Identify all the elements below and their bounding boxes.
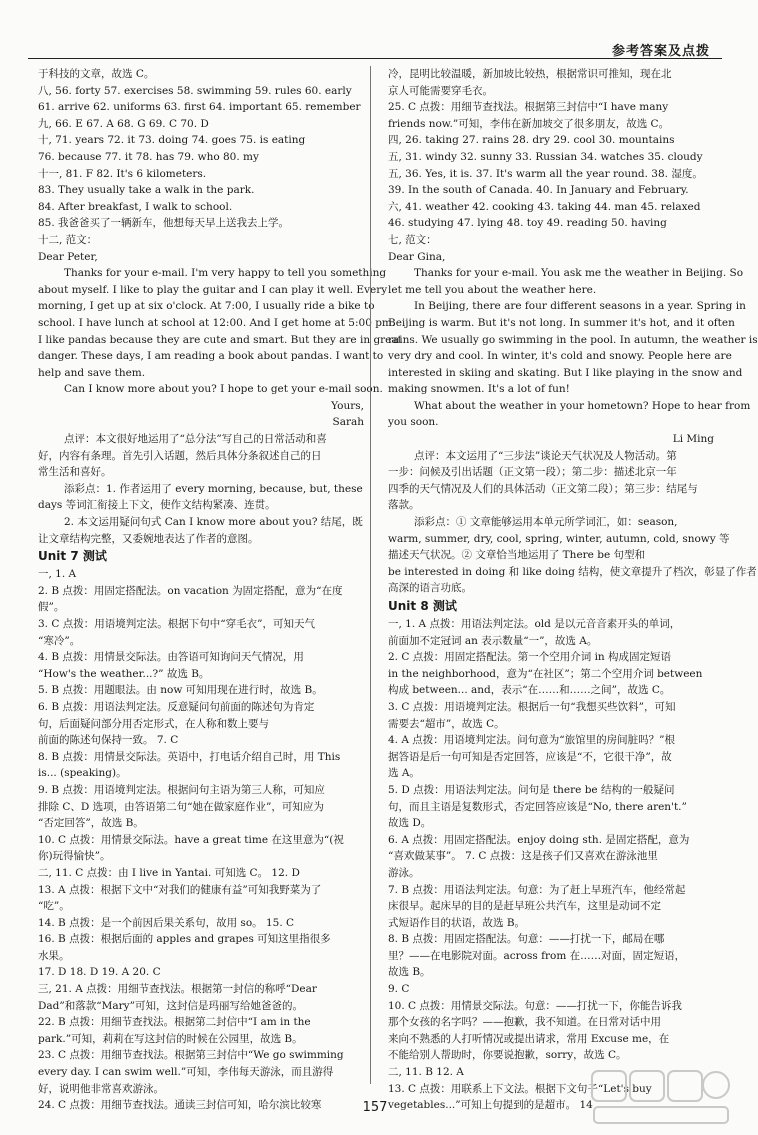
right-text-line: you soon. bbox=[388, 416, 439, 429]
right-text-line: 四季的天气情况及人们的具体活动（正文第二段）；第三步：结尾与 bbox=[388, 482, 698, 495]
right-text-line: 里？——在电影院对面。across from 在……对面，固定短语， bbox=[388, 949, 686, 962]
right-text-line: 39. In the south of Canada. 40. In January and February. bbox=[388, 184, 689, 197]
left-text-line: 三, 21. A 点拨：用细节查找法。根据第一封信的称呼“Dear bbox=[38, 983, 317, 996]
left-text-line: 十一, 81. F 82. It's 6 kilometers. bbox=[38, 167, 207, 180]
right-text-line: 冷，昆明比较温暖，新加坡比较热，根据常识可推知，现在北 bbox=[388, 68, 672, 80]
right-text-line: let me tell you about the weather here. bbox=[388, 283, 597, 296]
left-text-line: I like pandas because they are cute and smart. But they are in great bbox=[38, 333, 402, 346]
right-text-line: 五, 36. Yes, it is. 37. It's warm all the year round. 38. 湿度。 bbox=[388, 167, 703, 180]
left-text-line: 2. 本文运用疑问句式 Can I know more about you? 结尾，既 bbox=[64, 516, 363, 529]
right-text-line: What about the weather in your hometown? Hope to hear from bbox=[414, 399, 751, 412]
left-text-line: 常生活和喜好。 bbox=[38, 466, 112, 479]
right-section-heading: Unit 8 测试 bbox=[388, 599, 457, 613]
right-text-line: 13. C 点拨：用联系上下文法。根据下文句子“Let's buy bbox=[388, 1082, 652, 1095]
right-text-line: 10. C 点拨：用情景交际法。句意：——打扰一下，你能告诉我 bbox=[388, 999, 682, 1012]
left-text-line: 2. B 点拨：用固定搭配法。on vacation 为固定搭配，意为“在度 bbox=[38, 584, 343, 597]
right-text-line: 一步：问候及引出话题（正文第一段）；第二步：描述北京一年 bbox=[388, 466, 677, 479]
column-divider bbox=[370, 66, 371, 1084]
left-text-line: “寒冷”。 bbox=[38, 634, 81, 647]
page-number: 157 bbox=[362, 1100, 388, 1115]
left-text-line: 84. After breakfast, I walk to school. bbox=[38, 200, 233, 213]
right-text-line: Thanks for your e-mail. You ask me the weather in Beijing. So bbox=[414, 267, 744, 280]
left-text-line: 前面的陈述句保持一致。 7. C bbox=[38, 734, 179, 747]
watermark-logo bbox=[588, 1065, 734, 1127]
right-text-line: 式短语作目的状语，故选 B。 bbox=[388, 916, 526, 929]
left-text-line: school. I have lunch at school at 12:00. And I get home at 5:00 pm. bbox=[38, 316, 396, 329]
right-text-line: be interested in doing 和 like doing 结构，使文章提升了档次，彰显了作者 bbox=[388, 565, 757, 578]
right-text-line: 高深的语言功底。 bbox=[388, 582, 472, 595]
header-title: 参考答案及点拨 bbox=[611, 44, 710, 59]
right-text-line: 二, 11. B 12. A bbox=[388, 1066, 464, 1079]
left-text-line: 24. C 点拨：用细节查找法。通读三封信可知，哈尔滨比较寒 bbox=[38, 1099, 322, 1112]
left-text-line: morning, I get up at six o'clock. At 7:00, I usually ride a bike to bbox=[38, 300, 375, 313]
left-text-line: every day. I can swim well.”可知，李伟每天游泳，而且游得 bbox=[38, 1066, 334, 1079]
left-text-line: park.”可知，莉莉在写这封信的时候在公园里，故选 B。 bbox=[38, 1032, 303, 1045]
left-text-line: 83. They usually take a walk in the park. bbox=[38, 184, 255, 197]
left-text-line: 十, 71. years 72. it 73. doing 74. goes 75. is eating bbox=[38, 134, 306, 147]
watermark-logo-icon bbox=[588, 1065, 734, 1127]
right-text-line: friends now.”可知，李伟在新加坡交了很多朋友，故选 C。 bbox=[388, 117, 670, 130]
left-text-line: 8. B 点拨：用情景交际法。英语中，打电话介绍自己时，用 This bbox=[38, 750, 341, 763]
left-text-line: 让文章结构完整，又委婉地表达了作者的意图。 bbox=[38, 532, 259, 545]
right-text-line: 七, 范文： bbox=[388, 233, 437, 246]
right-text-line: 需要去“超市”，故选 C。 bbox=[388, 717, 505, 730]
right-text-line: in the neighborhood，意为“在社区”；第二个空用介词 between bbox=[388, 667, 703, 680]
left-text-line: days 等词汇衔接上下文，使作文结构紧凑、连贯。 bbox=[38, 499, 276, 512]
page-header bbox=[0, 0, 750, 58]
left-text-line: 85. 我爸爸买了一辆新车，他想每天早上送我去上学。 bbox=[38, 217, 290, 230]
left-text-line: help and save them. bbox=[38, 366, 146, 379]
left-text-line: Thanks for your e-mail. I'm very happy to tell you something bbox=[64, 267, 387, 280]
right-text-line: Li Ming bbox=[672, 433, 714, 446]
left-text-line: danger. These days, I am reading a book about pandas. I want to bbox=[38, 350, 384, 363]
left-text-line: 好，说明他非常喜欢游泳。 bbox=[38, 1082, 164, 1095]
right-text-line: 9. C bbox=[388, 983, 410, 996]
right-text-line: 7. B 点拨：用语法判定法。句意：为了赶上早班汽车，他经常起 bbox=[388, 883, 686, 896]
left-text-line: 6. B 点拨：用语法判定法。反意疑问句前面的陈述句为肯定 bbox=[38, 700, 315, 713]
right-text-line: very dry and cool. In winter, it's cold and snowy. People here are bbox=[388, 350, 732, 363]
right-text-line: Beijing is warm. But it's not long. In summer it's hot, and it often bbox=[388, 316, 735, 329]
left-text-line: about myself. I like to play the guitar and I can play it well. Every bbox=[38, 283, 388, 296]
right-text-line: 故选 D。 bbox=[388, 817, 432, 830]
left-text-line: 点评：本文很好地运用了“总分法”写自己的日常活动和喜 bbox=[64, 433, 327, 446]
left-text-line: 16. B 点拨：根据后面的 apples and grapes 可知这里指很多 bbox=[38, 933, 331, 946]
right-text-line: 描述天气状况。② 文章恰当地运用了 There be 句型和 bbox=[388, 549, 645, 562]
left-text-line: 你)玩得愉快”。 bbox=[38, 850, 111, 863]
right-text-line: 3. C 点拨：用语境判定法。根据后一句“我想买些饮料”，可知 bbox=[388, 700, 676, 713]
left-text-line: 八, 56. forty 57. exercises 58. swimming 59. rules 60. early bbox=[38, 84, 352, 97]
right-text-line: 5. D 点拨：用语法判定法。问句是 there be 结构的一般疑问 bbox=[388, 783, 675, 796]
right-text-line: 故选 B。 bbox=[388, 966, 431, 979]
right-text-line: 6. A 点拨：用固定搭配法。enjoy doing sth. 是固定搭配，意为 bbox=[388, 833, 690, 846]
left-text-line: “How's the weather...?” 故选 B。 bbox=[38, 667, 210, 680]
left-text-line: 14. B 点拨：是一个前因后果关系句，故用 so。 15. C bbox=[38, 916, 295, 929]
right-text-line: 京人可能需要穿毛衣。 bbox=[388, 84, 493, 97]
right-text-line: 四, 26. taking 27. rains 28. dry 29. cool 30. mountains bbox=[388, 134, 675, 147]
left-text-line: 10. C 点拨：用情景交际法。have a great time 在这里意为“(祝 bbox=[38, 833, 344, 846]
left-text-line: 13. A 点拨：根据下文中“对我们的健康有益”可知我野菜为了 bbox=[38, 883, 322, 896]
left-text-line: Can I know more about you? I hope to get your e-mail soon. bbox=[64, 383, 383, 396]
left-text-line: 十二, 范文： bbox=[38, 233, 98, 246]
right-text-line: 4. A 点拨：用语境判定法。问句意为“旅馆里的房间脏吗？”根 bbox=[388, 734, 676, 747]
right-text-line: warm, summer, dry, cool, spring, winter, autumn, cold, snowy 等 bbox=[388, 532, 730, 545]
right-text-line: 那个女孩的名字吗？——抱歉，我不知道。在日常对话中用 bbox=[388, 1016, 661, 1029]
right-text-line: 构成 between... and，表示“在……和……之间”，故选 C。 bbox=[388, 684, 671, 697]
right-text-line: 46. studying 47. lying 48. toy 49. reading 50. having bbox=[388, 217, 667, 230]
right-text-line: 8. B 点拨：用固定搭配法。句意：——打扰一下，邮局在哪 bbox=[388, 933, 665, 946]
left-text-line: 二, 11. C 点拨：由 I live in Yantai. 可知选 C。 12. D bbox=[38, 866, 300, 879]
right-text-line: 一, 1. A 点拨：用语法判定法。old 是以元音音素开头的单词， bbox=[388, 618, 681, 630]
right-text-line: “喜欢做某事”。 7. C 点拨：这是孩子们又喜欢在游泳池里 bbox=[388, 850, 658, 863]
left-text-line: 76. because 77. it 78. has 79. who 80. my bbox=[38, 150, 259, 163]
right-text-line: 选 A。 bbox=[388, 767, 420, 780]
right-text-line: In Beijing, there are four different seasons in a year. Spring in bbox=[414, 300, 746, 313]
left-text-line: is... (speaking)。 bbox=[38, 767, 127, 780]
right-text-line: 不能给别人帮助时，你要说抱歉，sorry，故选 C。 bbox=[388, 1049, 627, 1062]
right-text-line: 句，而且主语是复数形式，否定回答应该是“No, there aren't.” bbox=[388, 800, 687, 813]
left-text-line: 水果。 bbox=[38, 949, 70, 962]
left-text-line: “吃”。 bbox=[38, 900, 70, 913]
left-text-line: “否定回答”，故选 B。 bbox=[38, 817, 144, 830]
left-text-line: 添彩点：1. 作者运用了 every morning, because, but, these bbox=[64, 482, 363, 495]
left-text-line: Dad”和落款“Mary”可知，这封信是玛丽写给她爸爸的。 bbox=[38, 999, 303, 1012]
right-text-line: 六, 41. weather 42. cooking 43. taking 44. man 45. relaxed bbox=[388, 200, 701, 213]
left-text-line: 17. D 18. D 19. A 20. C bbox=[38, 966, 161, 979]
left-text-line: 61. arrive 62. uniforms 63. first 64. important 65. remember bbox=[38, 101, 361, 114]
right-text-line: 来向不熟悉的人打听情况或提出请求，常用 Excuse me，在 bbox=[388, 1032, 670, 1045]
left-section-heading: Unit 7 测试 bbox=[38, 549, 107, 564]
header-rule bbox=[28, 58, 722, 59]
right-text-line: 2. C 点拨：用固定搭配法。第一个空用介词 in 构成固定短语 bbox=[388, 651, 672, 664]
right-text-line: interested in skiing and skating. But I like playing in the snow and bbox=[388, 366, 743, 379]
left-text-line: 22. B 点拨：用细节查找法。根据第二封信中“I am in the bbox=[38, 1016, 311, 1029]
right-text-line: rains. We usually go swimming in the pool. In autumn, the weather is bbox=[388, 333, 758, 346]
left-text-line: 好，内容有条理。首先引入话题，然后具体分条叙述自己的日 bbox=[38, 449, 322, 462]
left-text-line: Yours, bbox=[331, 399, 364, 412]
right-text-line: 落款。 bbox=[388, 499, 420, 512]
right-column bbox=[388, 66, 758, 1114]
left-text-line: 句，后面疑问部分用否定形式，在人称和数上要与 bbox=[38, 717, 269, 730]
right-text-line: 添彩点：① 文章能够运用本单元所学词汇，如：season, bbox=[414, 516, 678, 529]
left-text-line: 4. B 点拨：用情景交际法。由答语可知询问天气情况，用 bbox=[38, 651, 304, 664]
right-text-line: Dear Gina, bbox=[388, 250, 446, 263]
right-text-line: 五, 31. windy 32. sunny 33. Russian 34. watches 35. cloudy bbox=[388, 150, 703, 163]
right-text-line: 前面加不定冠词 an 表示数量“一”，故选 A。 bbox=[388, 634, 598, 647]
right-text-line: vegetables...”可知上句提到的是超市。 14 bbox=[388, 1099, 593, 1112]
left-text-line: 9. B 点拨：用语境判定法。根据问句主语为第三人称，可知应 bbox=[38, 783, 325, 796]
right-text-line: 床很早。起床早的目的是赶早班公共汽车，这里是动词不定 bbox=[388, 900, 661, 913]
left-text-line: Sarah bbox=[332, 416, 364, 429]
left-text-line: 5. B 点拨：用题眼法。由 now 可知用现在进行时，故选 B。 bbox=[38, 684, 323, 697]
left-text-line: 23. C 点拨：用细节查找法。根据第三封信中“We go swimming bbox=[38, 1049, 344, 1062]
left-text-line: Dear Peter, bbox=[38, 250, 98, 263]
left-text-line: 一, 1. A bbox=[38, 568, 77, 581]
left-text-line: 排除 C、D 选项，由答语第二句“她在做家庭作业”，可知应为 bbox=[38, 800, 324, 813]
right-text-line: 点评：本文运用了“三步法”谈论天气状况及人物活动。第 bbox=[414, 449, 677, 462]
right-text-line: 游泳。 bbox=[388, 866, 420, 879]
left-text-line: 3. C 点拨：用语境判定法。根据下句中“穿毛衣”，可知天气 bbox=[38, 618, 315, 630]
right-text-line: 25. C 点拨：用细节查找法。根据第三封信中“I have many bbox=[388, 101, 669, 114]
left-text-line: 于科技的文章，故选 C。 bbox=[38, 68, 155, 80]
left-text-line: 九, 66. E 67. A 68. G 69. C 70. D bbox=[38, 117, 209, 130]
right-text-line: 据答语是后一句可知是否定回答，应该是“不，它很干净”，故 bbox=[388, 750, 672, 763]
right-text-line: making snowmen. It's a lot of fun! bbox=[388, 383, 570, 396]
left-text-line: 假”。 bbox=[38, 601, 65, 614]
